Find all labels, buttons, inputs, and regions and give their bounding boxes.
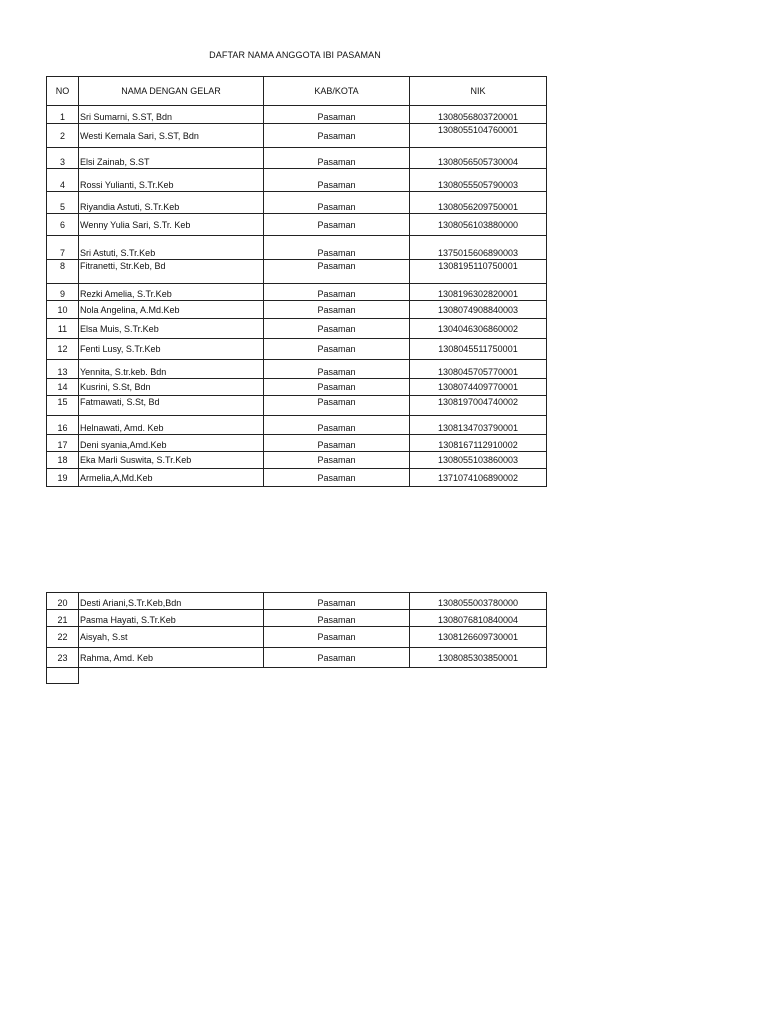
member-nik: 1308056505730004: [410, 148, 547, 169]
member-kab: Pasaman: [264, 339, 410, 360]
row-number: 11: [47, 319, 79, 339]
member-nik: 1308195110750001: [410, 260, 547, 284]
table-row: [47, 648, 547, 668]
member-kab: Pasaman: [264, 260, 410, 284]
member-name: Sri Astuti, S.Tr.Keb: [79, 236, 264, 260]
row-number: 21: [47, 610, 79, 627]
member-nik: 1308134703790001: [410, 416, 547, 435]
member-name: Yennita, S.tr.keb. Bdn: [79, 360, 264, 379]
member-kab: Pasaman: [264, 379, 410, 396]
empty-cell: [46, 666, 79, 684]
row-number: 1: [47, 106, 79, 124]
member-name: Wenny Yulia Sari, S.Tr. Keb: [79, 214, 264, 236]
member-nik: 1308056103880000: [410, 214, 547, 236]
member-name: Elsa Muis, S.Tr.Keb: [79, 319, 264, 339]
row-number: 14: [47, 379, 79, 396]
table-row: [47, 192, 547, 214]
member-name: Nola Angelina, A.Md.Keb: [79, 301, 264, 319]
table-row: [47, 284, 547, 301]
member-name: Eka Marli Suswita, S.Tr.Keb: [79, 452, 264, 469]
header-no: NO: [47, 77, 79, 106]
member-name: Rahma, Amd. Keb: [79, 648, 264, 668]
member-name: Sri Sumarni, S.ST, Bdn: [79, 106, 264, 124]
member-name: Aisyah, S.st: [79, 627, 264, 648]
member-name: Deni syania,Amd.Keb: [79, 435, 264, 452]
member-nik: 1308074908840003: [410, 301, 547, 319]
member-nik: 1375015606890003: [410, 236, 547, 260]
member-table-continued: [46, 592, 547, 668]
header-row: [47, 77, 547, 106]
member-kab: Pasaman: [264, 236, 410, 260]
table-row: [47, 260, 547, 284]
member-name: Rezki Amelia, S.Tr.Keb: [79, 284, 264, 301]
table-row: [47, 379, 547, 396]
member-nik: 1308074409770001: [410, 379, 547, 396]
page-title: DAFTAR NAMA ANGGOTA IBI PASAMAN: [209, 50, 381, 60]
member-nik: 1308076810840004: [410, 610, 547, 627]
row-number: 23: [47, 648, 79, 668]
member-nik: 1308196302820001: [410, 284, 547, 301]
member-kab: Pasaman: [264, 627, 410, 648]
row-number: 8: [47, 260, 79, 284]
member-kab: Pasaman: [264, 360, 410, 379]
table-row: [47, 452, 547, 469]
member-name: Armelia,A,Md.Keb: [79, 469, 264, 487]
member-name: Rossi Yulianti, S.Tr.Keb: [79, 169, 264, 192]
table-row: [47, 124, 547, 148]
member-kab: Pasaman: [264, 593, 410, 610]
row-number: 18: [47, 452, 79, 469]
table-row: [47, 627, 547, 648]
member-name: Desti Ariani,S.Tr.Keb,Bdn: [79, 593, 264, 610]
member-kab: Pasaman: [264, 648, 410, 668]
row-number: 12: [47, 339, 79, 360]
header-nik: NIK: [410, 77, 547, 106]
member-name: Elsi Zainab, S.ST: [79, 148, 264, 169]
row-number: 13: [47, 360, 79, 379]
table-row: [47, 236, 547, 260]
row-number: 20: [47, 593, 79, 610]
row-number: 22: [47, 627, 79, 648]
row-number: 15: [47, 396, 79, 416]
member-kab: Pasaman: [264, 469, 410, 487]
member-name: Helnawati, Amd. Keb: [79, 416, 264, 435]
member-kab: Pasaman: [264, 301, 410, 319]
table-row: [47, 319, 547, 339]
row-number: 16: [47, 416, 79, 435]
table-row: [47, 610, 547, 627]
member-kab: Pasaman: [264, 435, 410, 452]
header-kab: KAB/KOTA: [264, 77, 410, 106]
table-row: [47, 416, 547, 435]
member-nik: 1308045511750001: [410, 339, 547, 360]
member-nik: 1308197004740002: [410, 396, 547, 416]
member-nik: 1371074106890002: [410, 469, 547, 487]
table-row: [47, 301, 547, 319]
member-name: Riyandia Astuti, S.Tr.Keb: [79, 192, 264, 214]
row-number: 3: [47, 148, 79, 169]
member-name: Kusrini, S.St, Bdn: [79, 379, 264, 396]
header-name: NAMA DENGAN GELAR: [79, 77, 264, 106]
row-number: 19: [47, 469, 79, 487]
row-number: 9: [47, 284, 79, 301]
member-name: Pasma Hayati, S.Tr.Keb: [79, 610, 264, 627]
member-kab: Pasaman: [264, 148, 410, 169]
row-number: 4: [47, 169, 79, 192]
row-number: 17: [47, 435, 79, 452]
table-row: [47, 435, 547, 452]
member-nik: 1308055103860003: [410, 452, 547, 469]
member-nik: 1308055104760001: [410, 124, 547, 148]
member-kab: Pasaman: [264, 284, 410, 301]
table-row: [47, 148, 547, 169]
member-nik: 1308056803720001: [410, 106, 547, 124]
row-number: 2: [47, 124, 79, 148]
row-number: 5: [47, 192, 79, 214]
table-row: [47, 396, 547, 416]
member-kab: Pasaman: [264, 106, 410, 124]
member-kab: Pasaman: [264, 319, 410, 339]
member-nik: 1308055003780000: [410, 593, 547, 610]
table-row: [47, 106, 547, 124]
member-kab: Pasaman: [264, 452, 410, 469]
row-number: 10: [47, 301, 79, 319]
member-kab: Pasaman: [264, 169, 410, 192]
row-number: 6: [47, 214, 79, 236]
table-row: [47, 169, 547, 192]
member-name: Fatmawati, S.St, Bd: [79, 396, 264, 416]
member-name: Westi Kemala Sari, S.ST, Bdn: [79, 124, 264, 148]
member-kab: Pasaman: [264, 192, 410, 214]
member-table: [46, 76, 547, 487]
member-nik: 1308055505790003: [410, 169, 547, 192]
member-nik: 1308085303850001: [410, 648, 547, 668]
table-row: [47, 360, 547, 379]
table-row: [47, 339, 547, 360]
member-nik: 1308167112910002: [410, 435, 547, 452]
member-nik: 1304046306860002: [410, 319, 547, 339]
member-nik: 1308126609730001: [410, 627, 547, 648]
table-row: [47, 469, 547, 487]
table-row: [47, 214, 547, 236]
table-row: [47, 593, 547, 610]
member-kab: Pasaman: [264, 610, 410, 627]
row-number: 7: [47, 236, 79, 260]
member-kab: Pasaman: [264, 124, 410, 148]
member-name: Fenti Lusy, S.Tr.Keb: [79, 339, 264, 360]
member-kab: Pasaman: [264, 396, 410, 416]
member-name: Fitranetti, Str.Keb, Bd: [79, 260, 264, 284]
member-kab: Pasaman: [264, 416, 410, 435]
member-nik: 1308045705770001: [410, 360, 547, 379]
member-kab: Pasaman: [264, 214, 410, 236]
member-nik: 1308056209750001: [410, 192, 547, 214]
